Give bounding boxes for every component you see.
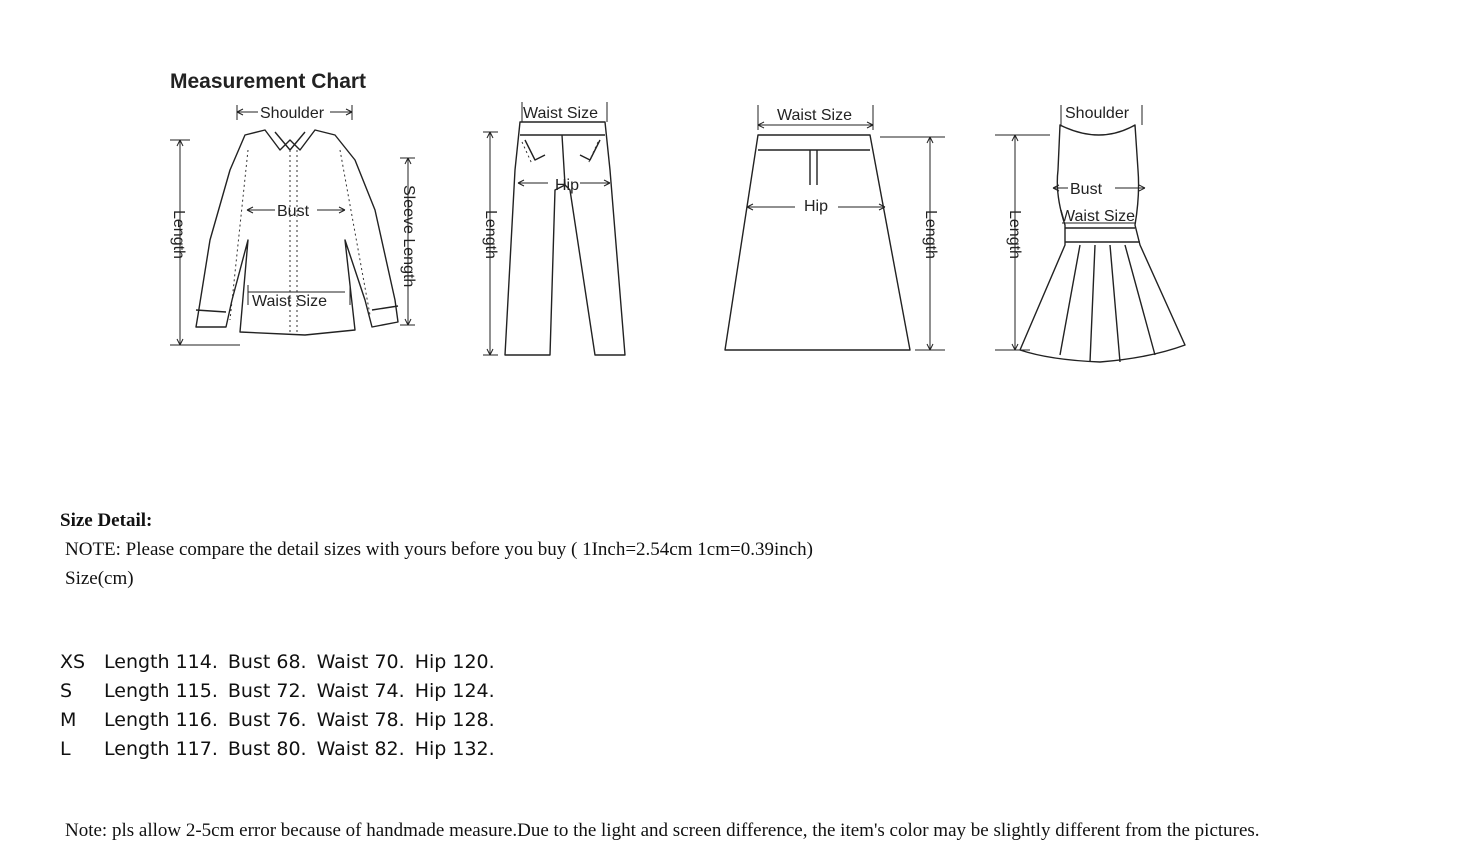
hip-value: Hip 120. [414,651,495,673]
footer-note: Note: pls allow 2-5cm error because of handmade measure.Due to the light and screen difference, the item's color may be slightly different from the pictures. [65,820,1260,841]
length-value: Length 117. [104,738,218,760]
skirt-waist-label: Waist Size [777,107,852,124]
size-row [60,648,505,677]
shirt-bust-label: Bust [277,203,310,220]
dress-length-label: Length [1006,210,1023,259]
waist-value: Waist 82. [316,738,405,760]
waist-value: Waist 70. [316,651,405,673]
dress-shoulder-label: Shoulder [1065,105,1130,122]
pants-hip-label: Hip [555,177,580,194]
waist-value: Waist 78. [316,709,405,731]
size-unit: Size(cm) [65,568,134,589]
size-code: XS [60,651,86,673]
size-table [60,648,505,764]
size-compare-note: NOTE: Please compare the detail sizes with yours before you buy ( 1Inch=2.54cm 1cm=0.39inch) [65,539,813,560]
pants-outline [505,122,625,355]
dress-diagram [990,60,1220,390]
waist-value: Waist 74. [316,680,405,702]
measurement-chart [160,60,1220,390]
pants-length-label: Length [482,210,499,259]
skirt-length-label: Length [922,210,939,259]
bust-value: Bust 80. [227,738,307,760]
skirt-hip-label: Hip [804,198,829,215]
shirt-diagram [160,60,430,390]
bust-value: Bust 72. [227,680,307,702]
hip-value: Hip 128. [414,709,495,731]
dress-outline [1020,125,1185,362]
length-value: Length 115. [104,680,218,702]
size-code: M [60,709,77,731]
shirt-waist-label: Waist Size [252,293,327,310]
size-row [60,735,505,764]
size-code: S [60,680,73,702]
hip-value: Hip 124. [414,680,495,702]
dress-waist-label: Waist Size [1060,208,1135,225]
shirt-sleeve-length-label: Sleeve Length [400,185,417,288]
shirt-length-label: Length [170,210,187,259]
bust-value: Bust 76. [227,709,307,731]
size-row [60,706,505,735]
length-value: Length 116. [104,709,218,731]
length-value: Length 114. [104,651,218,673]
size-code: L [60,738,71,760]
size-row [60,677,505,706]
bust-value: Bust 68. [227,651,307,673]
chart-title: Measurement Chart [170,70,367,93]
size-detail-title: Size Detail: [60,510,153,531]
hip-value: Hip 132. [414,738,495,760]
skirt-diagram [720,60,960,390]
pants-waist-label: Waist Size [523,105,598,122]
dress-bust-label: Bust [1070,181,1103,198]
shirt-shoulder-label: Shoulder [260,105,325,122]
pants-diagram [470,60,630,390]
